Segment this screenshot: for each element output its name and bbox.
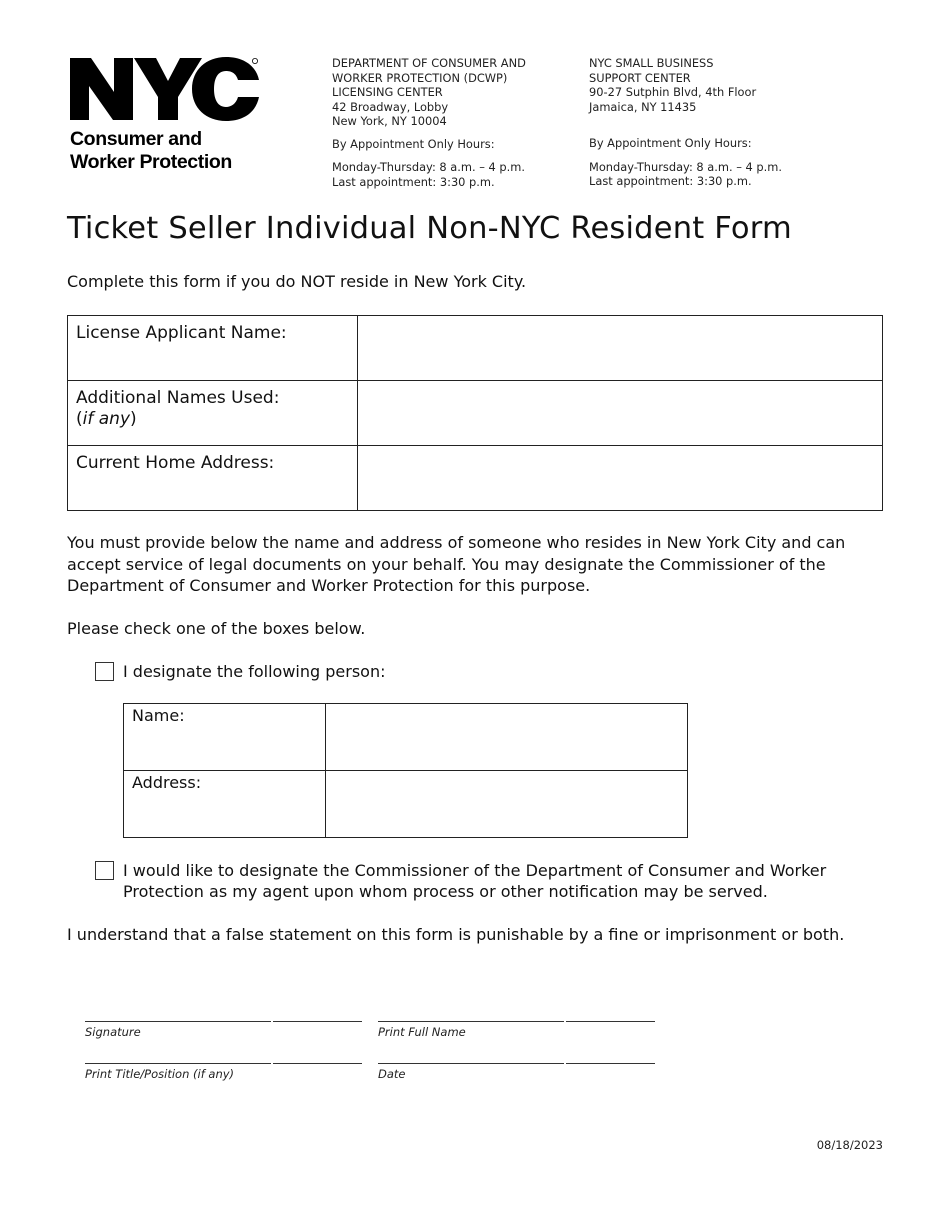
additional-names-hint — [76, 409, 349, 430]
paren-open: ( — [76, 409, 83, 429]
table-row — [124, 704, 688, 771]
nyc-logo-mark — [70, 56, 260, 122]
signature-label: Signature — [85, 1025, 141, 1039]
office-address-line: New York, NY 10004 — [332, 114, 447, 128]
form-title: Ticket Seller Individual Non-NYC Resident Form — [67, 211, 792, 246]
designate-person-label: I designate the following person: — [123, 662, 386, 681]
applicant-info-table — [67, 315, 883, 511]
office-small-business-support-center — [589, 56, 829, 189]
agent-instructions: You must provide below the name and address of someone who resides in New York City and can accept service of legal documents on your behalf. You may designate the Commissioner of the Department of Consumer and Worker Protection for this purpose. — [67, 533, 846, 595]
logo-line-1: Consumer and — [70, 128, 202, 150]
agent-address-field[interactable] — [325, 771, 687, 838]
office-hours-line: Monday-Thursday: 8 a.m. – 4 p.m. — [589, 159, 782, 174]
full-name-line — [378, 1021, 655, 1022]
agent-info-table — [123, 703, 688, 838]
table-row — [68, 316, 883, 381]
form-revision-date: 08/18/2023 — [816, 1138, 883, 1152]
applicant-name-field[interactable] — [357, 316, 882, 381]
office-name-line: SUPPORT CENTER — [589, 70, 691, 85]
date-field[interactable] — [378, 1063, 655, 1081]
form-intro: Complete this form if you do NOT reside in New York City. — [67, 272, 527, 291]
table-row — [68, 381, 883, 446]
office-hours-label: By Appointment Only Hours: — [332, 136, 495, 151]
office-hours-line: Last appointment: 3:30 p.m. — [589, 174, 752, 188]
dcwp-logo — [70, 56, 270, 174]
logo-line-2: Worker Protection — [70, 151, 232, 173]
if-any-hint: if any — [82, 409, 131, 429]
additional-names-label-cell — [68, 381, 358, 446]
false-statement-notice: I understand that a false statement on this form is punishable by a fine or imprisonment or both. — [67, 925, 845, 944]
check-instructions: Please check one of the boxes below. — [67, 619, 366, 638]
office-name-line: NYC SMALL BUSINESS — [589, 56, 714, 70]
agent-name-field[interactable] — [325, 704, 687, 771]
logo-text — [70, 128, 270, 174]
full-name-field[interactable] — [378, 1021, 655, 1039]
table-row — [124, 771, 688, 838]
title-position-field[interactable] — [85, 1063, 362, 1081]
home-address-label: Current Home Address: — [68, 446, 358, 511]
designate-person-checkbox[interactable] — [95, 662, 114, 681]
office-hours-label: By Appointment Only Hours: — [589, 136, 752, 150]
date-label: Date — [378, 1067, 406, 1081]
office-dcwp-licensing-center — [332, 56, 572, 189]
office-name-line: WORKER PROTECTION (DCWP) — [332, 70, 508, 85]
office-address-line: Jamaica, NY 11435 — [589, 99, 697, 114]
option-designate-person — [95, 661, 385, 682]
home-address-field[interactable] — [357, 446, 882, 511]
additional-names-label: Additional Names Used: — [76, 388, 280, 408]
designate-commissioner-checkbox[interactable] — [95, 861, 114, 880]
date-line — [378, 1063, 655, 1064]
agent-name-label: Name: — [124, 704, 326, 771]
agent-address-label: Address: — [124, 771, 326, 838]
title-position-line — [85, 1063, 362, 1064]
office-address-line: 42 Broadway, Lobby — [332, 99, 449, 114]
office-address-line: 90-27 Sutphin Blvd, 4th Floor — [589, 85, 757, 99]
option-designate-commissioner — [95, 860, 865, 902]
office-hours-line: Last appointment: 3:30 p.m. — [332, 174, 495, 189]
office-name-line: LICENSING CENTER — [332, 85, 443, 99]
title-position-label: Print Title/Position (if any) — [85, 1067, 235, 1081]
signature-line — [85, 1021, 362, 1022]
office-hours-line: Monday-Thursday: 8 a.m. – 4 p.m. — [332, 160, 525, 174]
table-row — [68, 446, 883, 511]
signature-field[interactable] — [85, 1021, 362, 1039]
full-name-label: Print Full Name — [378, 1025, 466, 1039]
office-name-line: DEPARTMENT OF CONSUMER AND — [332, 56, 526, 70]
applicant-name-label: License Applicant Name: — [68, 316, 358, 381]
designate-commissioner-label: I would like to designate the Commissioner of the Department of Consumer and Worker Protection as my agent upon whom process or other notification may be served. — [123, 861, 827, 901]
paren-close: ) — [130, 409, 137, 429]
additional-names-field[interactable] — [357, 381, 882, 446]
